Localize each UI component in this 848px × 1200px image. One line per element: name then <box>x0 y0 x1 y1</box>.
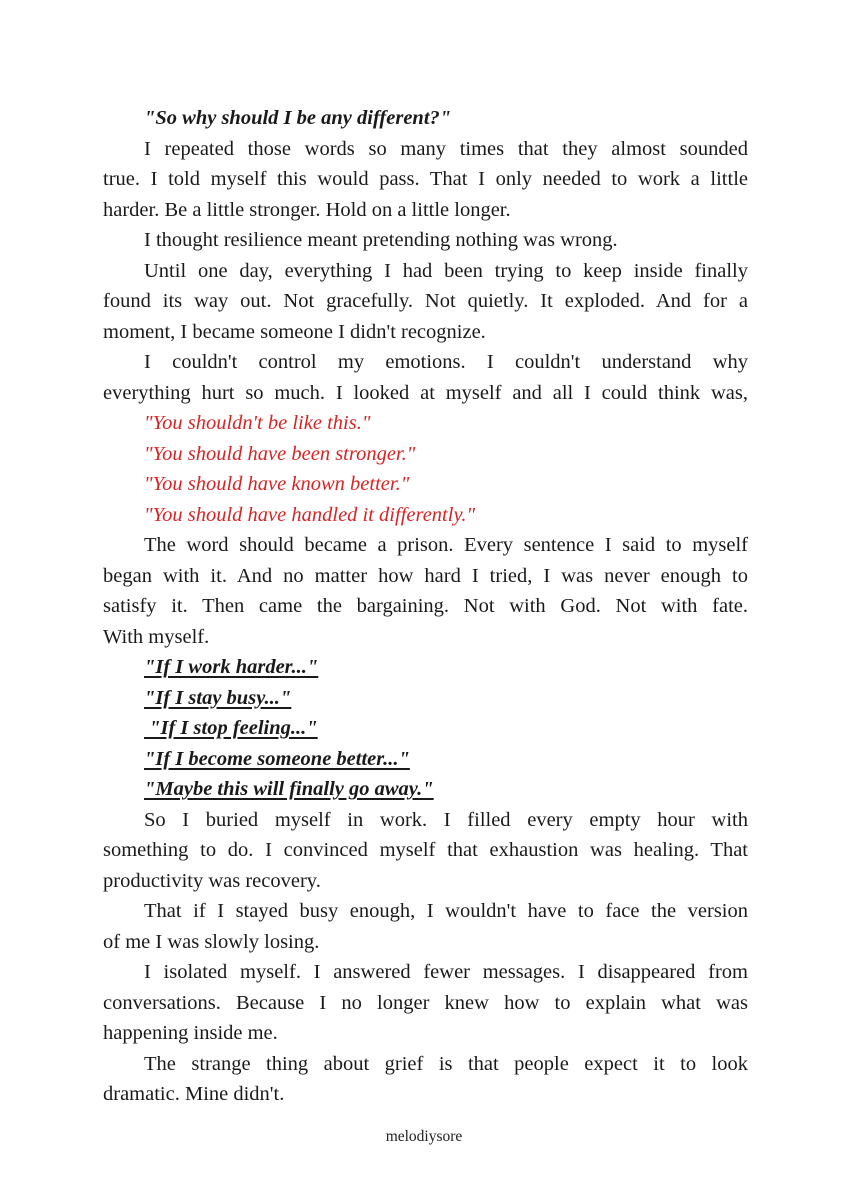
text-line: dramatic. Mine didn't. <box>103 1083 285 1105</box>
text-line: of me I was slowly losing. <box>103 930 320 953</box>
author-footer: melodiysore <box>385 1128 463 1145</box>
red-quote-line: "You should have known better." <box>144 473 410 495</box>
red-quote-line: "You should have been stronger." <box>144 442 416 465</box>
heading-quote: "So why should I be any different?" <box>144 107 452 129</box>
bold-quote-line <box>103 683 748 714</box>
text-line: true. I told myself this would pass. That I only needed to work a little <box>103 168 748 190</box>
text-line: The strange thing about grief is that people expect it to look <box>144 1052 748 1075</box>
underlined-quote: "If I work harder..." <box>144 656 319 678</box>
bold-quote-line <box>103 652 748 683</box>
text-line: began with it. And no matter how hard I tried, I was never enough to <box>103 564 748 587</box>
text-line: I repeated those words so many times that they almost sounded <box>144 137 748 160</box>
text-line: happening inside me. <box>103 1022 278 1044</box>
text-line: I couldn't control my emotions. I couldn't understand why <box>144 351 748 373</box>
underlined-quote: "Maybe this will finally go away." <box>144 778 434 800</box>
text-line: I isolated myself. I answered fewer messages. I disappeared from <box>144 961 748 983</box>
bold-quote-line <box>103 744 748 775</box>
text-line: everything hurt so much. I looked at myself and all I could think was, <box>103 381 748 404</box>
text-line: productivity was recovery. <box>103 869 321 892</box>
text-line: conversations. Because I no longer knew how to explain what was <box>103 991 748 1014</box>
bold-quote-line <box>103 713 748 744</box>
bold-quote-line <box>103 774 748 805</box>
text-line: I thought resilience meant pretending nothing was wrong. <box>144 229 618 251</box>
red-quote-line: "You should have handled it differently." <box>144 503 476 526</box>
text-line: found its way out. Not gracefully. Not quietly. It exploded. And for a <box>103 290 748 312</box>
document-body <box>103 103 748 1110</box>
text-line: The word should became a prison. Every sentence I said to myself <box>144 534 748 556</box>
underlined-quote: "If I stay busy..." <box>144 686 292 709</box>
text-line: satisfy it. Then came the bargaining. Not with God. Not with fate. <box>103 595 748 617</box>
red-quote-line: "You shouldn't be like this." <box>144 412 371 434</box>
text-line: moment, I became someone I didn't recognize. <box>103 320 486 343</box>
underlined-quote: "If I stop feeling..." <box>144 717 318 739</box>
underlined-quote: "If I become someone better..." <box>144 747 410 770</box>
text-line: With myself. <box>103 625 210 648</box>
text-line: something to do. I convinced myself that exhaustion was healing. That <box>103 839 748 861</box>
text-line: That if I stayed busy enough, I wouldn't have to face the version <box>144 900 748 922</box>
text-line: Until one day, everything I had been trying to keep inside finally <box>144 259 748 282</box>
text-line: harder. Be a little stronger. Hold on a little longer. <box>103 198 511 221</box>
text-line: So I buried myself in work. I filled every empty hour with <box>144 808 748 831</box>
